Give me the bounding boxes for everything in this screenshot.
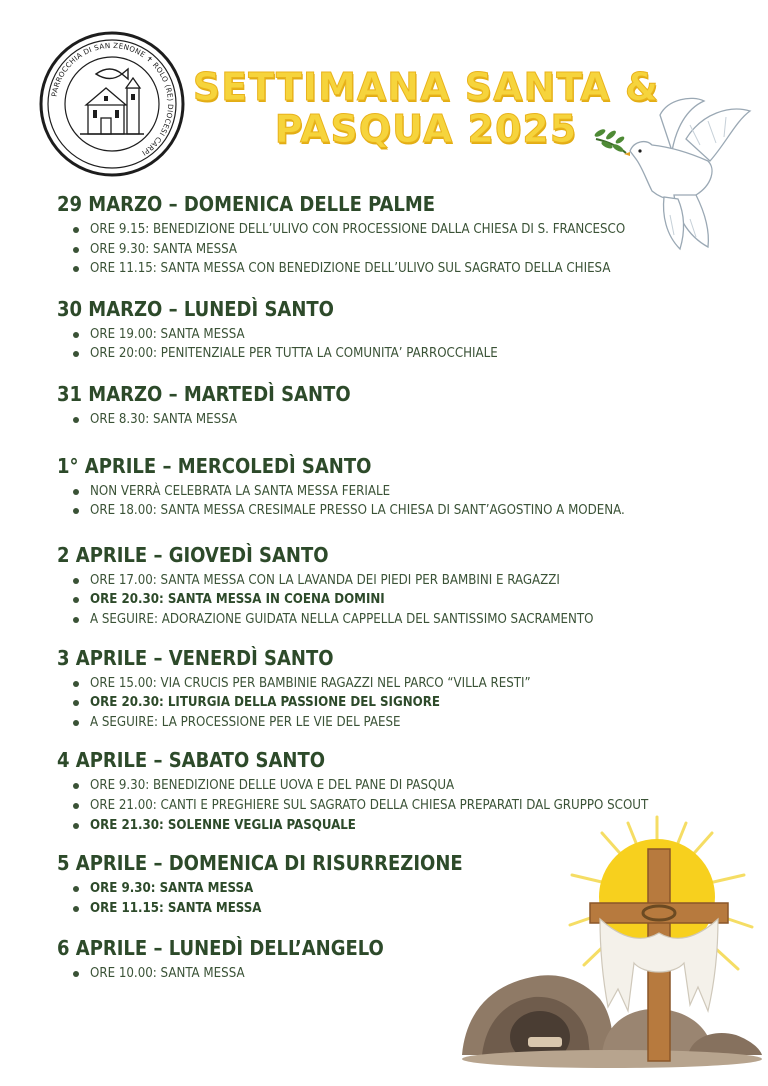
title-line-1: SETTIMANA SANTA & — [192, 65, 660, 109]
seal-logo-icon — [38, 30, 186, 178]
event-list — [57, 325, 697, 364]
day-holy-tuesday — [57, 381, 697, 430]
day-title: 1° APRILE – MERCOLEDÌ SANTO — [57, 453, 372, 478]
event-list — [57, 571, 697, 630]
event-list — [57, 674, 697, 733]
event-item: ORE 9.15: BENEDIZIONE DELL’ULIVO CON PROCESSIONE DALLA CHIESA DI S. FRANCESCO — [73, 220, 697, 240]
day-title: 2 APRILE – GIOVEDÌ SANTO — [57, 542, 329, 567]
event-item: ORE 18.00: SANTA MESSA CRESIMALE PRESSO LA CHIESA DI SANT’AGOSTINO A MODENA. — [73, 501, 697, 521]
day-title: 6 APRILE – LUNEDÌ DELL’ANGELO — [57, 936, 384, 961]
event-item: NON VERRÀ CELEBRATA LA SANTA MESSA FERIALE — [73, 482, 697, 502]
event-item: ORE 15.00: VIA CRUCIS PER BAMBINIE RAGAZZI NEL PARCO “VILLA RESTI” — [73, 674, 697, 694]
day-title: 3 APRILE – VENERDÌ SANTO — [57, 645, 334, 670]
event-item: ORE 17.00: SANTA MESSA CON LA LAVANDA DEI PIEDI PER BAMBINI E RAGAZZI — [73, 571, 697, 591]
event-item: ORE 9.30: BENEDIZIONE DELLE UOVA E DEL PANE DI PASQUA — [73, 776, 697, 796]
day-good-friday — [57, 645, 697, 733]
day-holy-monday — [57, 296, 697, 364]
cross-tomb-icon — [452, 815, 768, 1075]
day-title: 30 MARZO – LUNEDÌ SANTO — [57, 296, 334, 321]
event-item: A SEGUIRE: LA PROCESSIONE PER LE VIE DEL PAESE — [73, 713, 697, 733]
event-item: ORE 19.00: SANTA MESSA — [73, 325, 697, 345]
event-item: ORE 9.30: SANTA MESSA — [73, 240, 697, 260]
day-holy-thursday — [57, 542, 697, 630]
event-item: ORE 11.15: SANTA MESSA — [73, 899, 697, 919]
event-item: A SEGUIRE: ADORAZIONE GUIDATA NELLA CAPPELLA DEL SANTISSIMO SACRAMENTO — [73, 610, 697, 630]
event-item: ORE 8.30: SANTA MESSA — [73, 410, 697, 430]
event-item: ORE 9.30: SANTA MESSA — [73, 879, 697, 899]
event-item: ORE 20:00: PENITENZIALE PER TUTTA LA COMUNITA’ PARROCCHIALE — [73, 344, 697, 364]
event-item: ORE 10.00: SANTA MESSA — [73, 964, 697, 984]
event-item: ORE 20.30: SANTA MESSA IN COENA DOMINI — [73, 590, 697, 610]
event-list — [57, 220, 697, 279]
event-list — [57, 482, 697, 521]
day-title: 29 MARZO – DOMENICA DELLE PALME — [57, 192, 436, 216]
event-item: ORE 20.30: LITURGIA DELLA PASSIONE DEL SIGNORE — [73, 693, 697, 713]
event-item: ORE 11.15: SANTA MESSA CON BENEDIZIONE DELL’ULIVO SUL SAGRATO DELLA CHIESA — [73, 259, 697, 279]
day-title: 31 MARZO – MARTEDÌ SANTO — [57, 381, 351, 406]
day-holy-wednesday — [57, 453, 697, 521]
event-item: ORE 21.00: CANTI E PREGHIERE SUL SAGRATO DELLA CHIESA PREPARATI DAL GRUPPO SCOUT — [73, 796, 697, 816]
title-line-2: PASQUA 2025 — [274, 107, 578, 151]
day-title: 5 APRILE – DOMENICA DI RISURREZIONE — [57, 851, 463, 876]
day-palm-sunday — [57, 191, 697, 279]
event-item: ORE 21.30: SOLENNE VEGLIA PASQUALE — [73, 816, 697, 836]
event-list — [57, 410, 697, 430]
day-title: 4 APRILE – SABATO SANTO — [57, 748, 326, 773]
seal-ring-text: PARROCCHIA DI SAN ZENONE ✝ ROLO (RE) DIOCESI CARPI — [49, 40, 176, 158]
